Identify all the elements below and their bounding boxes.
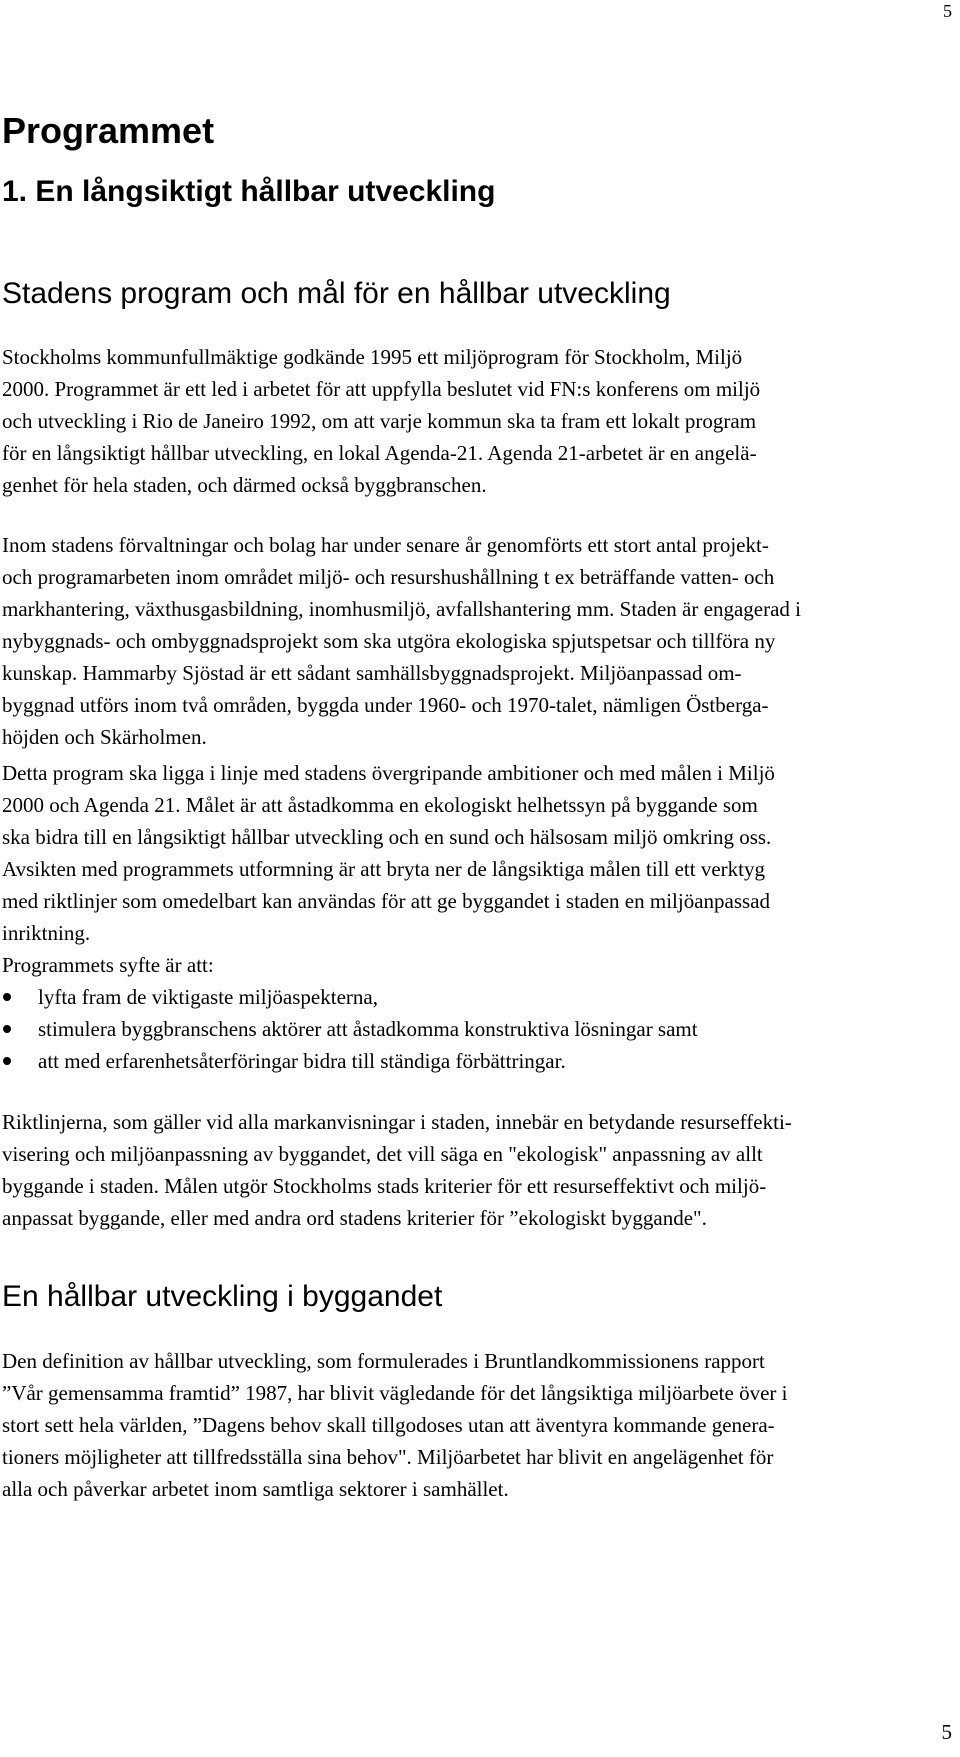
list-item [0, 1013, 940, 1045]
page-title: Programmet [2, 110, 215, 151]
text-line: Avsikten med programmets utformning är att bryta ner de långsiktiga målen till ett verktyg [2, 857, 765, 881]
text-line: Inom stadens förvaltningar och bolag har under senare år genomförts ett stort antal projekt- [2, 533, 769, 557]
text-line: och programarbeten inom området miljö- och resurshushållning t ex beträffande vatten- och [2, 565, 775, 589]
list-item [0, 1045, 940, 1077]
page-number-top: 5 [943, 1, 952, 21]
text-line: markhantering, växthusgasbildning, inomhusmiljö, avfallshantering mm. Staden är engagerad i [2, 597, 801, 621]
text-line: Den definition av hållbar utveckling, som formulerades i Bruntlandkommissionens rapport [2, 1349, 765, 1373]
text-line: visering och miljöanpassning av byggandet, det vill säga en "ekologisk" anpassning av allt [2, 1142, 763, 1166]
list-item [0, 981, 940, 1013]
text-line: för en långsiktigt hållbar utveckling, en lokal Agenda-21. Agenda 21-arbetet är en angelä- [2, 441, 757, 465]
text-line: stort sett hela världen, ”Dagens behov skall tillgodoses utan att äventyra kommande genera- [2, 1413, 775, 1437]
paragraph-agenda21 [2, 341, 942, 501]
text-line: Riktlinjerna, som gäller vid alla markanvisningar i staden, innebär en betydande resurseffekti- [2, 1110, 792, 1134]
text-line: ska bidra till en långsiktigt hållbar utveckling och en sund och hälsosam miljö omkring oss. [2, 825, 772, 849]
text-line: byggande i staden. Målen utgör Stockholms stads kriterier för ett resurseffektivt och miljö- [2, 1174, 767, 1198]
list-item-text: att med erfarenhetsåterföringar bidra till ständiga förbättringar. [38, 1049, 566, 1073]
page-number-bottom: 5 [941, 1720, 952, 1744]
text-line: Detta program ska ligga i linje med stadens övergripande ambitioner och med målen i Miljö [2, 761, 775, 785]
bullet-icon [3, 993, 11, 1001]
list-item-text: stimulera byggbranschens aktörer att åstadkomma konstruktiva lösningar samt [38, 1017, 698, 1041]
paragraph-program-goals [2, 757, 942, 981]
text-line: höjden och Skärholmen. [2, 725, 207, 749]
text-line: ”Vår gemensamma framtid” 1987, har blivit vägledande för det långsiktiga miljöarbete över i [2, 1381, 788, 1405]
text-line: och utveckling i Rio de Janeiro 1992, om att varje kommun ska ta fram ett lokalt program [2, 409, 757, 433]
text-line: alla och påverkar arbetet inom samtliga sektorer i samhället. [2, 1477, 509, 1501]
text-line: 2000 och Agenda 21. Målet är att åstadkomma en ekologiskt helhetssyn på byggande som [2, 793, 758, 817]
bullet-icon [3, 1057, 11, 1065]
chapter-heading: 1. En långsiktigt hållbar utveckling [2, 175, 496, 208]
text-line: inriktning. [2, 921, 91, 945]
text-line: med riktlinjer som omedelbart kan användas för att ge byggandet i staden en miljöanpassad [2, 889, 771, 913]
bullet-list [0, 981, 940, 1077]
paragraph-definition [2, 1345, 942, 1505]
text-line: kunskap. Hammarby Sjöstad är ett sådant samhällsbyggnadsprojekt. Miljöanpassad om- [2, 661, 742, 685]
section-heading-program: Stadens program och mål för en hållbar utveckling [2, 277, 671, 310]
text-line: 2000. Programmet är ett led i arbetet för att uppfylla beslutet vid FN:s konferens om miljö [2, 377, 761, 401]
text-line: Programmets syfte är att: [2, 953, 214, 977]
text-line: genhet för hela staden, och därmed också byggbranschen. [2, 473, 487, 497]
paragraph-guidelines [2, 1106, 942, 1234]
text-line: anpassat byggande, eller med andra ord stadens kriterier för ”ekologiskt byggande". [2, 1206, 707, 1230]
text-line: tioners möjligheter att tillfredsställa sina behov". Miljöarbetet har blivit en angelägenhet för [2, 1445, 774, 1469]
list-item-text: lyfta fram de viktigaste miljöaspekterna, [38, 985, 378, 1009]
text-line: nybyggnads- och ombyggnadsprojekt som ska utgöra ekologiska spjutspetsar och tillföra ny [2, 629, 776, 653]
section-heading-building: En hållbar utveckling i byggandet [2, 1280, 443, 1313]
paragraph-projects [2, 529, 942, 753]
text-line: Stockholms kommunfullmäktige godkände 1995 ett miljöprogram för Stockholm, Miljö [2, 345, 743, 369]
bullet-icon [3, 1025, 11, 1033]
text-line: byggnad utförs inom två områden, byggda under 1960- och 1970-talet, nämligen Östberga- [2, 693, 769, 717]
